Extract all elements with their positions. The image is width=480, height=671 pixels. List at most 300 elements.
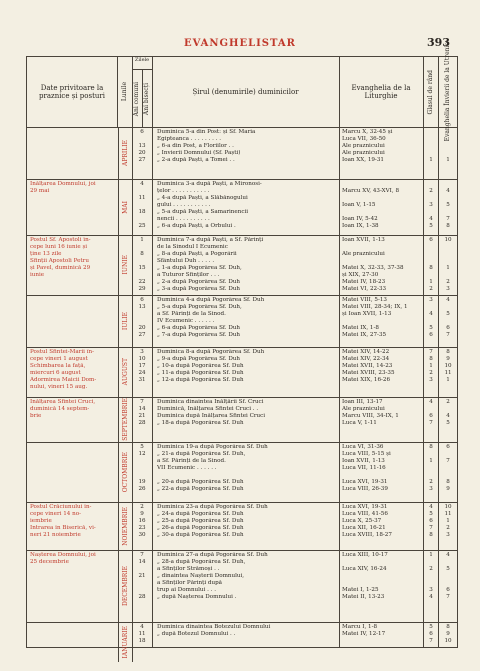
days-cell-line bbox=[135, 580, 149, 587]
header-month: Lunile bbox=[117, 57, 133, 127]
eothina-cell-line: 8 bbox=[446, 223, 450, 229]
eothina-cell-line: 7 bbox=[446, 332, 450, 338]
tone-cell-line: 1 bbox=[429, 157, 433, 163]
gospels-cell-line: Matei XIX, 16-26 bbox=[342, 377, 391, 383]
notes-cell-line: Înălțarea Sfintei Cruci, bbox=[30, 399, 96, 405]
gospels-cell-line: Luca XIII, 10-17 bbox=[342, 552, 388, 558]
tone-cell bbox=[425, 297, 437, 339]
services-cell bbox=[157, 504, 335, 539]
month-block bbox=[27, 502, 457, 551]
services-cell-line: „ 7-a după Pogorârea Sf. Duh bbox=[157, 332, 241, 338]
services-cell-line bbox=[157, 472, 335, 479]
eothina-cell bbox=[441, 349, 455, 384]
tone-cell bbox=[425, 444, 437, 493]
month-cell bbox=[118, 347, 133, 397]
gospels-cell-line bbox=[342, 573, 422, 580]
tone-cell-line bbox=[425, 580, 437, 587]
notes-cell-line: Înălțarea Domnului, joi bbox=[30, 181, 96, 187]
gospels-cell-line: Ioan XVII, 1-13 bbox=[342, 458, 385, 464]
eothina-cell-line: 3 bbox=[446, 286, 450, 292]
gospels-cell-line: Luca VI, 31-36 bbox=[342, 444, 384, 450]
notes-cell-line: și Pavel, duminică 29 bbox=[30, 265, 91, 271]
month-block bbox=[27, 295, 457, 348]
days-cell-line: 28 bbox=[138, 420, 146, 426]
services-cell bbox=[157, 552, 335, 601]
services-cell-line: Egipteanca . . . . . . . . . bbox=[157, 136, 222, 142]
tone-cell-line: 2 bbox=[429, 370, 433, 376]
services-cell-line: „ 22-a după Pogorârea Sf. Duh bbox=[157, 486, 244, 492]
tone-cell-line bbox=[425, 251, 437, 258]
tone-cell-line: 3 bbox=[429, 587, 433, 593]
services-cell-line: „ 6-a după Paști, a Orbului . bbox=[157, 223, 236, 229]
notes-cell-line: Sfinții Apostoli Petru bbox=[30, 258, 89, 264]
month-cell bbox=[118, 550, 133, 622]
notes-cell-line: iunie bbox=[30, 272, 45, 278]
tone-cell-line: 6 bbox=[429, 413, 433, 419]
eothina-cell bbox=[441, 504, 455, 539]
tone-cell-line bbox=[425, 209, 437, 216]
tone-cell-line bbox=[425, 451, 437, 458]
gospels-cell-line: Ale praznicului bbox=[342, 251, 385, 257]
days-cell-line bbox=[135, 188, 149, 195]
gospels-cell-line: Matei XVII, 14-23 bbox=[342, 363, 393, 369]
days-cell-line bbox=[135, 472, 149, 479]
services-cell-line: „ 1-a după Pogorârea Sf. Duh, bbox=[157, 265, 242, 271]
services-cell-line: Duminica 19-a după Pogorârea Sf. Duh bbox=[157, 444, 268, 450]
tone-cell-line bbox=[425, 181, 437, 188]
services-cell bbox=[157, 181, 335, 230]
services-cell-line: „ 2-a după Paști, a Tomei . . bbox=[157, 157, 235, 163]
eothina-cell-line: 1 bbox=[446, 518, 450, 524]
notes-cell-line: miercuri 6 august bbox=[30, 370, 81, 376]
notes-cell-line: nului, vineri 15 aug. bbox=[30, 384, 88, 390]
eothina-cell-line: 10 bbox=[444, 504, 452, 510]
gospels-cell-line bbox=[342, 209, 422, 216]
services-cell-line: IV Ecumenic . . . . . . bbox=[157, 318, 215, 324]
services-cell-line: Duminica 7-a după Paști, a Sf. Părinți bbox=[157, 237, 264, 243]
notes-cell bbox=[30, 504, 114, 539]
eothina-cell-line: 8 bbox=[446, 479, 450, 485]
services-cell-line: „ după Botezul Domnului . . bbox=[157, 631, 236, 637]
days-cell-line: 29 bbox=[138, 286, 146, 292]
gospels-cell bbox=[342, 624, 422, 645]
services-cell-line: „ Învierii Domnului (Sf. Paști) bbox=[157, 150, 241, 156]
eothina-cell-line: 9 bbox=[446, 631, 450, 637]
notes-cell-line: cepe vineri 14 no- bbox=[30, 511, 81, 517]
services-cell-line: Duminica 4-a după Pogorârea Sf. Duh bbox=[157, 297, 265, 303]
eothina-cell-line bbox=[441, 272, 455, 279]
services-cell-line: „ 18-a după Pogorârea Sf. Duh bbox=[157, 420, 244, 426]
notes-cell-line: Postul Sfintei-Marii în- bbox=[30, 349, 94, 355]
tone-cell bbox=[425, 399, 437, 427]
gospels-cell-line: Luca X, 25-37 bbox=[342, 518, 382, 524]
days-cell bbox=[135, 297, 149, 339]
eothina-cell bbox=[441, 399, 455, 427]
gospels-cell-line: Matei VI, 22-33 bbox=[342, 286, 387, 292]
services-cell-line: a Sfinților Strămoși . . bbox=[157, 566, 220, 572]
days-cell-line: 14 bbox=[138, 406, 146, 412]
gospels-cell-line: Matei IV, 12-17 bbox=[342, 631, 386, 637]
gospels-cell-line bbox=[342, 181, 422, 188]
services-cell-line: trup ai Domnului . . . bbox=[157, 587, 216, 593]
notes-cell bbox=[30, 237, 114, 279]
month-block bbox=[27, 622, 457, 662]
eothina-cell-line: 6 bbox=[446, 587, 450, 593]
eothina-cell-line: 6 bbox=[446, 444, 450, 450]
tone-cell-line: 1 bbox=[429, 458, 433, 464]
gospels-cell bbox=[342, 399, 422, 427]
gospels-cell-line: Ioan V, 1-15 bbox=[342, 202, 376, 208]
month-cell bbox=[118, 295, 133, 347]
eothina-cell-line: 5 bbox=[446, 566, 450, 572]
tone-cell-line: 3 bbox=[429, 486, 433, 492]
tone-cell-line: 6 bbox=[429, 237, 433, 243]
days-cell-line: 11 bbox=[138, 631, 146, 637]
gospels-cell-line: Marcu X, 32-45 și bbox=[342, 129, 393, 135]
days-cell-line: 5 bbox=[140, 444, 144, 450]
tone-cell-line: 2 bbox=[429, 286, 433, 292]
tone-cell bbox=[425, 129, 437, 164]
services-cell-line: „ 10-a după Pogorârea Sf. Duh bbox=[157, 363, 244, 369]
services-cell bbox=[157, 624, 335, 645]
notes-cell bbox=[30, 181, 114, 195]
days-cell bbox=[135, 504, 149, 539]
gospels-cell-line bbox=[342, 559, 422, 566]
gospels-cell bbox=[342, 129, 422, 164]
tone-cell-line bbox=[425, 573, 437, 580]
tone-cell-line bbox=[425, 195, 437, 202]
eothina-cell-line: 1 bbox=[446, 265, 450, 271]
tone-cell-line bbox=[425, 465, 437, 472]
eothina-cell-line bbox=[441, 136, 455, 143]
gospels-cell bbox=[342, 444, 422, 493]
month-block bbox=[27, 442, 457, 503]
services-cell-line: Duminica 27-a după Pogorârea Sf. Duh bbox=[157, 552, 268, 558]
notes-cell-line: ține 13 zile bbox=[30, 251, 62, 257]
notes-cell-line: Postul Crăciunului în- bbox=[30, 504, 92, 510]
month-cell bbox=[118, 179, 133, 235]
month-label: IUNIE bbox=[122, 255, 129, 275]
month-block bbox=[27, 397, 457, 443]
header-services: Șirul (denumirile) duminicilor bbox=[152, 57, 340, 127]
tone-cell-line bbox=[425, 272, 437, 279]
gospels-cell-line: Matei IX, 27-35 bbox=[342, 332, 387, 338]
gospels-cell-line: Luca VII, 36-50 bbox=[342, 136, 386, 142]
gospels-cell-line: Marcu XV, 43-XVI, 8 bbox=[342, 188, 400, 194]
services-cell bbox=[157, 444, 335, 493]
notes-cell-line: 29 mai bbox=[30, 188, 50, 194]
notes-cell-line: Schimbarea la față, bbox=[30, 363, 86, 369]
gospels-cell-line bbox=[342, 258, 422, 265]
month-cell bbox=[118, 235, 133, 295]
tone-cell-line: 3 bbox=[429, 377, 433, 383]
tone-cell-line: 4 bbox=[429, 504, 433, 510]
gospels-cell bbox=[342, 504, 422, 539]
gospels-cell-line: Luca XVI, 19-31 bbox=[342, 504, 388, 510]
gospels-cell-line: Ale praznicului bbox=[342, 150, 385, 156]
page-number: 393 bbox=[427, 36, 450, 49]
eothina-cell-line: 2 bbox=[446, 525, 450, 531]
notes-cell-line: Intrarea în Biserică, vi- bbox=[30, 525, 96, 531]
services-cell-line: VII Ecumenic . . . . . . bbox=[157, 465, 217, 471]
eothina-cell-line bbox=[441, 472, 455, 479]
services-cell bbox=[157, 349, 335, 384]
eothina-cell bbox=[441, 444, 455, 493]
services-cell-line: Duminica dinaintea Înălțării Sf. Cruci bbox=[157, 399, 264, 405]
tone-cell-line: 2 bbox=[429, 566, 433, 572]
tone-cell-line: 7 bbox=[429, 638, 433, 644]
services-cell-line: „ 3-a după Pogorârea Sf. Duh bbox=[157, 286, 241, 292]
eothina-cell-line: 3 bbox=[446, 532, 450, 538]
days-cell bbox=[135, 552, 149, 601]
days-cell-line bbox=[135, 587, 149, 594]
gospels-cell-line: Matei VIII, 5-13 bbox=[342, 297, 387, 303]
notes-cell-line: iembrie bbox=[30, 518, 52, 524]
tone-cell-line bbox=[425, 244, 437, 251]
days-cell-line: 2 bbox=[140, 504, 144, 510]
tone-cell-line: 4 bbox=[429, 594, 433, 600]
services-cell-line: Duminica 8-a după Pogorârea Sf. Duh bbox=[157, 349, 265, 355]
services-cell-line: „ dinaintea Nașterii Domnului, bbox=[157, 573, 245, 579]
tone-cell-line bbox=[425, 258, 437, 265]
services-cell-line: Duminica 5-a din Post: și Sf. Maria bbox=[157, 129, 256, 135]
services-cell-line: „ 30-a după Pogorârea Sf. Duh bbox=[157, 532, 244, 538]
header-gospels: Evanghelia de la Liturghie bbox=[339, 57, 424, 127]
services-cell-line: gului . . . . . . . . . . . bbox=[157, 202, 211, 208]
days-cell-line: 17 bbox=[138, 363, 146, 369]
gospels-cell-line bbox=[342, 318, 422, 325]
days-cell-line: 20 bbox=[138, 325, 146, 331]
services-cell-line: „ 28-a după Pogorârea Sf. Duh, bbox=[157, 559, 246, 565]
month-block bbox=[27, 179, 457, 236]
gospels-cell bbox=[342, 349, 422, 384]
days-cell-line: 18 bbox=[138, 209, 146, 215]
days-cell-line: 27 bbox=[138, 332, 146, 338]
notes-cell bbox=[30, 349, 114, 391]
tone-cell-line: 6 bbox=[429, 631, 433, 637]
month-label: MAI bbox=[122, 200, 129, 214]
days-cell-line: 7 bbox=[140, 399, 144, 405]
month-label: IULIE bbox=[122, 311, 129, 331]
eothina-cell-line: 8 bbox=[446, 624, 450, 630]
gospels-cell bbox=[342, 181, 422, 230]
gospels-cell-line: Ioan III, 13-17 bbox=[342, 399, 383, 405]
gospels-cell-line: Luca XVI, 19-31 bbox=[342, 479, 388, 485]
days-cell-line: 9 bbox=[140, 511, 144, 517]
eothina-cell-line: 5 bbox=[446, 202, 450, 208]
tone-cell-line bbox=[425, 318, 437, 325]
services-cell-line: Duminica 3-a după Paști, a Mironosi- bbox=[157, 181, 262, 187]
notes-cell bbox=[30, 552, 114, 566]
gospels-cell-line bbox=[342, 195, 422, 202]
tone-cell-line bbox=[425, 143, 437, 150]
tone-cell-line: 1 bbox=[429, 279, 433, 285]
tone-cell-line: 3 bbox=[429, 297, 433, 303]
tone-cell-line: 1 bbox=[429, 363, 433, 369]
days-cell-line: 22 bbox=[138, 279, 146, 285]
gospels-cell bbox=[342, 297, 422, 339]
tone-cell-line: 4 bbox=[429, 399, 433, 405]
eothina-cell-line: 1 bbox=[446, 157, 450, 163]
tone-cell-line bbox=[425, 129, 437, 136]
eothina-cell-line bbox=[441, 251, 455, 258]
eothina-cell-line: 8 bbox=[446, 349, 450, 355]
month-cell bbox=[118, 397, 133, 442]
services-cell bbox=[157, 237, 335, 293]
eothina-cell-line bbox=[441, 181, 455, 188]
eothina-cell-line bbox=[441, 559, 455, 566]
eothina-cell-line bbox=[441, 406, 455, 413]
tone-cell bbox=[425, 181, 437, 230]
services-cell-line: de la Sinodul I Ecumenic bbox=[157, 244, 228, 250]
days-cell bbox=[135, 624, 149, 645]
days-cell-line bbox=[135, 272, 149, 279]
days-cell-line: 26 bbox=[138, 486, 146, 492]
days-cell-line bbox=[135, 458, 149, 465]
gospels-cell-line: Luca VIII, 41-56 bbox=[342, 511, 388, 517]
eothina-cell bbox=[441, 237, 455, 293]
eothina-cell bbox=[441, 181, 455, 230]
eothina-cell-line: 4 bbox=[446, 413, 450, 419]
tone-cell-line: 5 bbox=[429, 325, 433, 331]
eothina-cell-line bbox=[441, 129, 455, 136]
tone-cell-line bbox=[425, 150, 437, 157]
gospels-cell-line: și Ioan XVII, 1-13 bbox=[342, 311, 392, 317]
services-cell-line: „ 2-a după Pogorârea Sf. Duh bbox=[157, 279, 241, 285]
notes-cell-line: duminică 14 septem- bbox=[30, 406, 90, 412]
notes-cell bbox=[30, 399, 114, 420]
eothina-cell-line: 5 bbox=[446, 420, 450, 426]
gospels-cell-line: Luca VII, 11-16 bbox=[342, 465, 386, 471]
days-cell-line: 23 bbox=[138, 525, 146, 531]
services-cell-line: a Tuturor Sfinților . . . bbox=[157, 272, 220, 278]
month-block bbox=[27, 550, 457, 623]
eothina-cell-line: 10 bbox=[444, 638, 452, 644]
month-cell bbox=[118, 442, 133, 502]
eothina-cell-line: 7 bbox=[446, 458, 450, 464]
days-cell-line: 27 bbox=[138, 157, 146, 163]
gospels-cell-line: Luca VIII, 5-15 și bbox=[342, 451, 391, 457]
services-cell-line: „ după Nașterea Domnului . bbox=[157, 594, 237, 600]
eothina-cell-line bbox=[441, 465, 455, 472]
services-cell-line: a Sfinților Părinți după bbox=[157, 580, 223, 586]
services-cell-line: „ 25-a după Pogorârea Sf. Duh bbox=[157, 518, 244, 524]
services-cell-line: Duminica după Înălțarea Sfintei Cruci bbox=[157, 413, 266, 419]
month-label: DECEMBRIE bbox=[122, 566, 129, 606]
days-cell-line: 6 bbox=[140, 129, 144, 135]
month-label: OCTOMBRIE bbox=[122, 451, 129, 493]
services-cell-line: „ 9-a după Pogorârea Sf. Duh bbox=[157, 356, 241, 362]
services-cell-line: „ 20-a după Pogorârea Sf. Duh bbox=[157, 479, 244, 485]
services-cell-line: „ 5-a după Pogorârea Sf. Duh, bbox=[157, 304, 242, 310]
days-cell-line: 1 bbox=[140, 237, 144, 243]
eothina-cell bbox=[441, 297, 455, 339]
gospels-cell-line: Ioan IV, 5-42 bbox=[342, 216, 378, 222]
tone-cell bbox=[425, 504, 437, 539]
header-tone: Glasul de rând bbox=[423, 57, 439, 127]
services-cell bbox=[157, 129, 335, 164]
tone-cell-line: 5 bbox=[429, 624, 433, 630]
days-cell-line: 31 bbox=[138, 377, 146, 383]
gospels-cell-line: Matei X, 32-33, 37-38 bbox=[342, 265, 404, 271]
services-cell-line: țelor . . . . . . . . . . . bbox=[157, 188, 210, 194]
gospels-cell-line bbox=[342, 244, 422, 251]
gospels-cell-line bbox=[342, 472, 422, 479]
header-notes: Date privitoare la praznice și posturi bbox=[27, 57, 118, 127]
services-cell-line: „ 12-a după Pogorârea Sf. Duh bbox=[157, 377, 244, 383]
gospels-cell-line: Matei XIV, 22-34 bbox=[342, 356, 390, 362]
gospels-cell-line bbox=[342, 638, 422, 645]
eothina-cell bbox=[441, 129, 455, 164]
eothina-cell-line bbox=[441, 244, 455, 251]
eothina-cell-line: 10 bbox=[444, 237, 452, 243]
tone-cell-line: 1 bbox=[429, 552, 433, 558]
gospels-cell-line: Luca V, 1-11 bbox=[342, 420, 377, 426]
tone-cell-line: 8 bbox=[429, 532, 433, 538]
month-block bbox=[27, 347, 457, 398]
days-cell-line: 4 bbox=[140, 181, 144, 187]
tone-cell-line: 7 bbox=[429, 349, 433, 355]
gospels-cell-line: Matei I, 1-25 bbox=[342, 587, 379, 593]
gospels-cell-line: Marcu I, 1-8 bbox=[342, 624, 378, 630]
tone-cell-line: 6 bbox=[429, 332, 433, 338]
notes-cell-line: Nașterea Domnului, joi bbox=[30, 552, 96, 558]
header-days-common: Ani comuni bbox=[132, 69, 143, 128]
gospels-cell-line: Luca XII, 16-21 bbox=[342, 525, 386, 531]
eothina-cell-line bbox=[441, 573, 455, 580]
tone-cell-line: 7 bbox=[429, 525, 433, 531]
services-cell-line: nencii . . . . . . . . . . bbox=[157, 216, 210, 222]
services-cell-line: „ 11-a după Pogorârea Sf. Duh bbox=[157, 370, 244, 376]
gospels-cell-line: Matei IV, 18-23 bbox=[342, 279, 386, 285]
days-cell-line: 19 bbox=[138, 479, 146, 485]
services-cell-line: a Sf. Părinți de la Sinod. bbox=[157, 311, 226, 317]
month-block bbox=[27, 127, 457, 180]
tone-cell-line: 8 bbox=[429, 265, 433, 271]
month-label: SEPTEMBRIE bbox=[122, 398, 129, 441]
days-cell-line: 12 bbox=[138, 451, 146, 457]
gospels-cell-line: Ioan XX, 19-31 bbox=[342, 157, 384, 163]
tone-cell-line: 5 bbox=[429, 223, 433, 229]
days-cell-line: 3 bbox=[140, 349, 144, 355]
services-cell-line: Sfântului Duh . . . . . bbox=[157, 258, 215, 264]
days-cell-line bbox=[135, 244, 149, 251]
days-cell-line: 15 bbox=[138, 265, 146, 271]
gospels-cell-line bbox=[342, 580, 422, 587]
days-cell-line: 14 bbox=[138, 559, 146, 565]
gospels-cell-line: Ioan IX, 1-38 bbox=[342, 223, 379, 229]
gospels-cell-line: Matei IX, 1-8 bbox=[342, 325, 379, 331]
page-title: EVANGHELISTAR bbox=[183, 38, 296, 49]
days-cell-line bbox=[135, 311, 149, 318]
gospels-cell-line: Marcu VIII, 34-IX, 1 bbox=[342, 413, 399, 419]
gospels-cell bbox=[342, 552, 422, 601]
tone-cell-line: 3 bbox=[429, 202, 433, 208]
tone-cell bbox=[425, 349, 437, 384]
eothina-cell-line bbox=[441, 318, 455, 325]
days-cell-line: 18 bbox=[138, 638, 146, 644]
gospels-cell-line: și XIX, 27-30 bbox=[342, 272, 379, 278]
eothina-cell-line: 2 bbox=[446, 399, 450, 405]
tone-cell-line bbox=[425, 136, 437, 143]
notes-cell-line: Adormirea Maicii Dom- bbox=[30, 377, 97, 383]
services-cell-line: Duminica dinaintea Botezului Domnului bbox=[157, 624, 271, 630]
eothina-cell-line: 4 bbox=[446, 188, 450, 194]
services-cell-line: „ 24-a după Pogorârea Sf. Duh bbox=[157, 511, 244, 517]
days-cell-line bbox=[135, 216, 149, 223]
days-cell-line bbox=[135, 202, 149, 209]
days-cell-line: 24 bbox=[138, 370, 146, 376]
